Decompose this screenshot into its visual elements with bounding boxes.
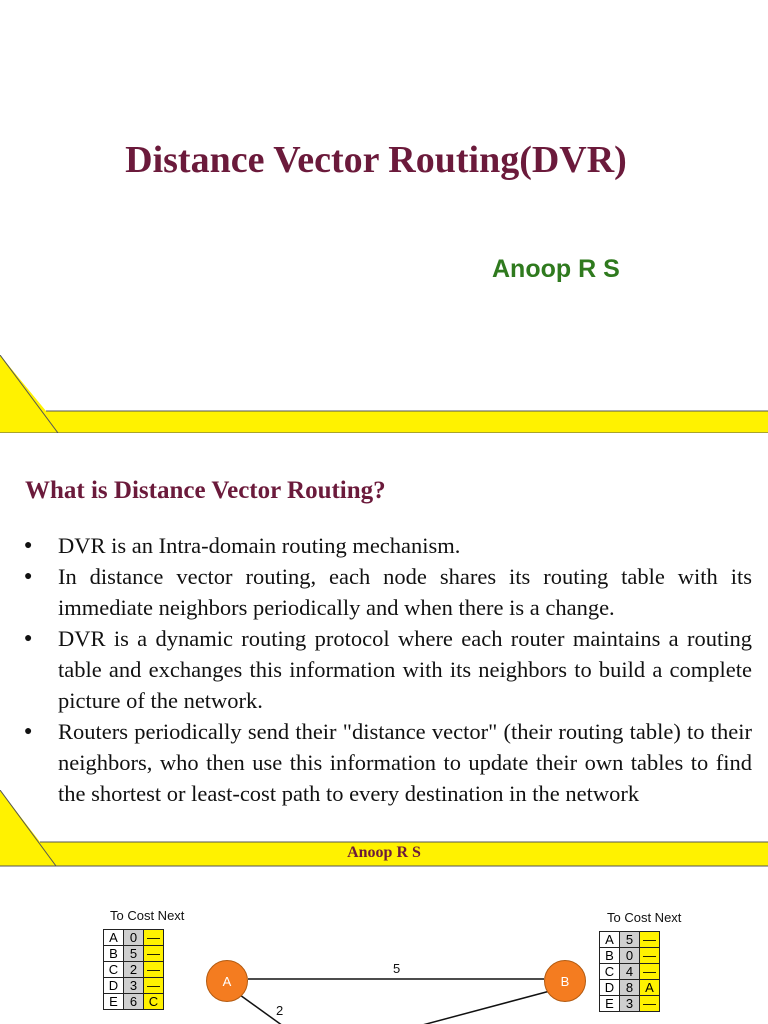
table-cell-cost: 3: [124, 978, 144, 994]
list-item-text: DVR is an Intra-domain routing mechanism.: [58, 533, 461, 558]
table-row: [104, 994, 164, 1010]
table-cell-to: B: [104, 946, 124, 962]
table-cell-to: A: [104, 930, 124, 946]
slide-footer: Anoop R S: [347, 844, 421, 861]
list-item-text: Routers periodically send their "distance vector" (their routing table) to their neighbors, who then use this information to update their own tables to find the shortest or least-cost path to every destination in the network: [58, 719, 752, 806]
diagram-slide: [0, 891, 768, 1024]
table-row: [104, 962, 164, 978]
table-cell-to: E: [600, 996, 620, 1012]
list-item: [24, 530, 752, 561]
slide-gap: [0, 867, 768, 891]
title-slide: [0, 0, 768, 433]
table-cell-cost: 4: [620, 964, 640, 980]
table-cell-next: —: [640, 964, 660, 980]
table-cell-to: C: [600, 964, 620, 980]
table-cell-cost: 5: [124, 946, 144, 962]
table-cell-cost: 2: [124, 962, 144, 978]
slide-heading: What is Distance Vector Routing?: [25, 477, 386, 504]
yellow-band-decoration: [0, 355, 768, 433]
table-row: [600, 948, 660, 964]
routing-table-header-b: To Cost Next: [607, 910, 682, 925]
table-cell-to: E: [104, 994, 124, 1010]
router-node-b: B: [544, 960, 586, 1002]
table-cell-cost: 3: [620, 996, 640, 1012]
table-cell-next: C: [144, 994, 164, 1010]
bullet-icon: ●: [24, 724, 33, 739]
table-cell-next: —: [144, 978, 164, 994]
list-item: [24, 561, 752, 623]
slide-author: Anoop R S: [492, 255, 620, 283]
table-cell-to: D: [600, 980, 620, 996]
table-row: [600, 996, 660, 1012]
list-item-text: In distance vector routing, each node shares its routing table with its immediate neighbors periodically and when there is a change.: [58, 564, 752, 620]
table-cell-to: B: [600, 948, 620, 964]
table-cell-to: D: [104, 978, 124, 994]
slide-gap: [0, 433, 768, 445]
router-node-a: A: [206, 960, 248, 1002]
routing-table-b: [599, 931, 660, 1012]
table-row: [600, 964, 660, 980]
table-cell-cost: 8: [620, 980, 640, 996]
table-row: [600, 980, 660, 996]
bullet-list: [24, 530, 752, 809]
table-cell-next: —: [640, 932, 660, 948]
table-cell-cost: 0: [124, 930, 144, 946]
routing-table-header-a: To Cost Next: [110, 908, 185, 923]
table-cell-cost: 0: [620, 948, 640, 964]
table-cell-cost: 5: [620, 932, 640, 948]
routing-table-a: [103, 929, 164, 1010]
list-item-text: DVR is a dynamic routing protocol where each router maintains a routing table and exchanges this information with its neighbors to build a complete picture of the network.: [58, 626, 752, 713]
table-row: [104, 930, 164, 946]
table-cell-to: A: [600, 932, 620, 948]
list-item: [24, 623, 752, 716]
table-cell-cost: 6: [124, 994, 144, 1010]
table-row: [104, 978, 164, 994]
bullet-icon: ●: [24, 538, 33, 553]
table-cell-to: C: [104, 962, 124, 978]
table-row: [600, 932, 660, 948]
table-cell-next: —: [144, 930, 164, 946]
table-row: [104, 946, 164, 962]
slide-title: Distance Vector Routing(DVR): [125, 139, 627, 181]
bullet-icon: ●: [24, 631, 33, 646]
table-cell-next: A: [640, 980, 660, 996]
table-cell-next: —: [640, 996, 660, 1012]
table-cell-next: —: [144, 962, 164, 978]
edge-cost-ab: 5: [393, 961, 401, 976]
table-cell-next: —: [640, 948, 660, 964]
table-cell-next: —: [144, 946, 164, 962]
bullet-icon: ●: [24, 569, 33, 584]
edge-cost-ac: 2: [276, 1003, 284, 1018]
content-slide: [0, 445, 768, 867]
